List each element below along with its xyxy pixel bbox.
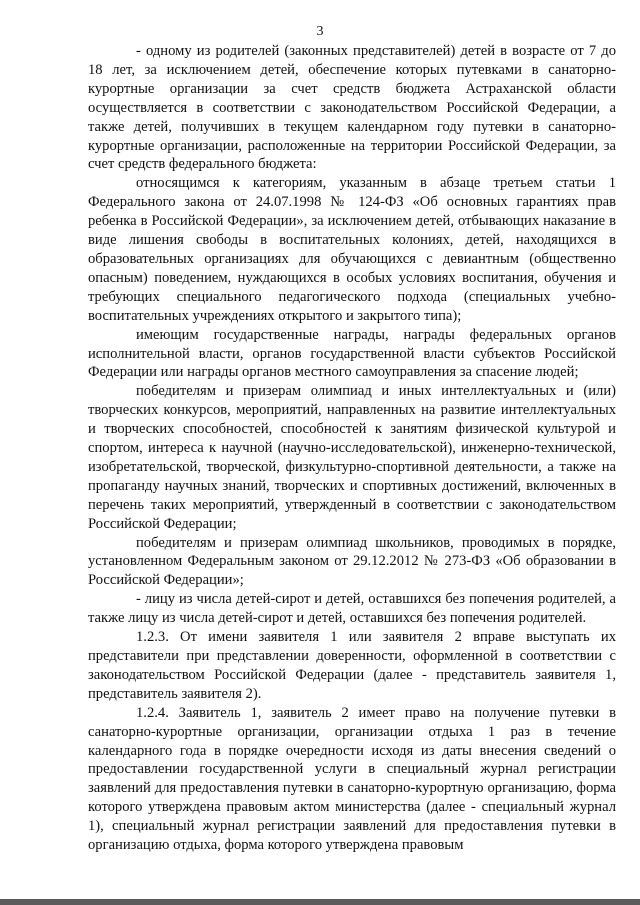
scan-bottom-edge: [0, 899, 640, 905]
paragraph-category-124fz: относящимся к категориям, указанным в абзаце третьем статьи 1 Федерального закона от 24.07.1998 № 124-ФЗ «Об основных гарантиях прав ребенка в Российской Федерации», за исключением детей, отбывающих наказание в виде лишения свободы в воспитательных колониях, детей, находящихся в образовательных организациях для обучающихся с девиантным (общественно опасным) поведением, нуждающихся в особых условиях воспитания, обучения и требующих специального педагогического подхода (специальных учебно-воспитательных учреждениях открытого и закрытого типа);: [88, 175, 616, 324]
paragraph-1-2-4: 1.2.4. Заявитель 1, заявитель 2 имеет право на получение путевки в санаторно-курортные организации, организации отдыха 1 раз в течение календарного года в порядке очередности исходя из даты внесения сведений о предоставлении государственной услуги в специальный журнал регистрации заявлений для предоставления путевки в санаторно-курортную организацию, форма которого утверждена правовым актом министерства (далее - специальный журнал 1), специальный журнал регистрации заявлений для предоставления путевки в организацию отдыха, форма которого утверждена правовым: [88, 704, 616, 854]
paragraph-olympiad-winners: победителям и призерам олимпиад и иных интеллектуальных и (или) творческих конкурсов, мероприятий, направленных на развитие интеллектуальных и творческих способностей, способностей к занятиям физической культурой и спортом, интереса к научной (научно-исследовательской), инженерно-технической, изобретательской, творческой, физкультурно-спортивной деятельности, а также на пропаганду научных знаний, творческих и спортивных достижений, включенных в перечень таких мероприятий, утвержденный в соответствии с законодательством Российской Федерации;: [88, 383, 616, 532]
paragraph-orphans: - лицу из числа детей-сирот и детей, оставшихся без попечения родителей, а также лицу из числа детей-сирот и детей, оставшихся без попечения родителей.: [88, 591, 616, 627]
paragraph-state-awards: имеющим государственные награды, награды федеральных органов исполнительной власти, органов государственной власти субъектов Российской Федерации или награды органов местного самоуправления за спасение людей;: [88, 326, 616, 381]
paragraph-parent-clause: - одному из родителей (законных представителей) детей в возрасте от 7 до 18 лет, за исключением детей, обеспечение которых путевками в санаторно-курортные организации за счет средств бюджета Астраханской области осуществляется в соответствии с законодательством Российской Федерации, а также детей, получивших в текущем календарном году путевки в санаторно-курортные организации, расположенные на территории Российской Федерации, за счет средств федерального бюджета:: [88, 43, 616, 173]
paragraph-school-olympiads: победителям и призерам олимпиад школьников, проводимых в порядке, установленном Федеральным законом от 29.12.2012 № 273-ФЗ «Об образовании в Российской Федерации»;: [88, 534, 616, 589]
page-number: 3: [316, 24, 324, 39]
paragraph-1-2-3: 1.2.3. От имени заявителя 1 или заявителя 2 вправе выступать их представители при представлении доверенности, оформленной в соответствии с законодательством Российской Федерации (далее - представитель заявителя 1, представитель заявителя 2).: [88, 629, 616, 702]
document-body: [88, 42, 616, 855]
